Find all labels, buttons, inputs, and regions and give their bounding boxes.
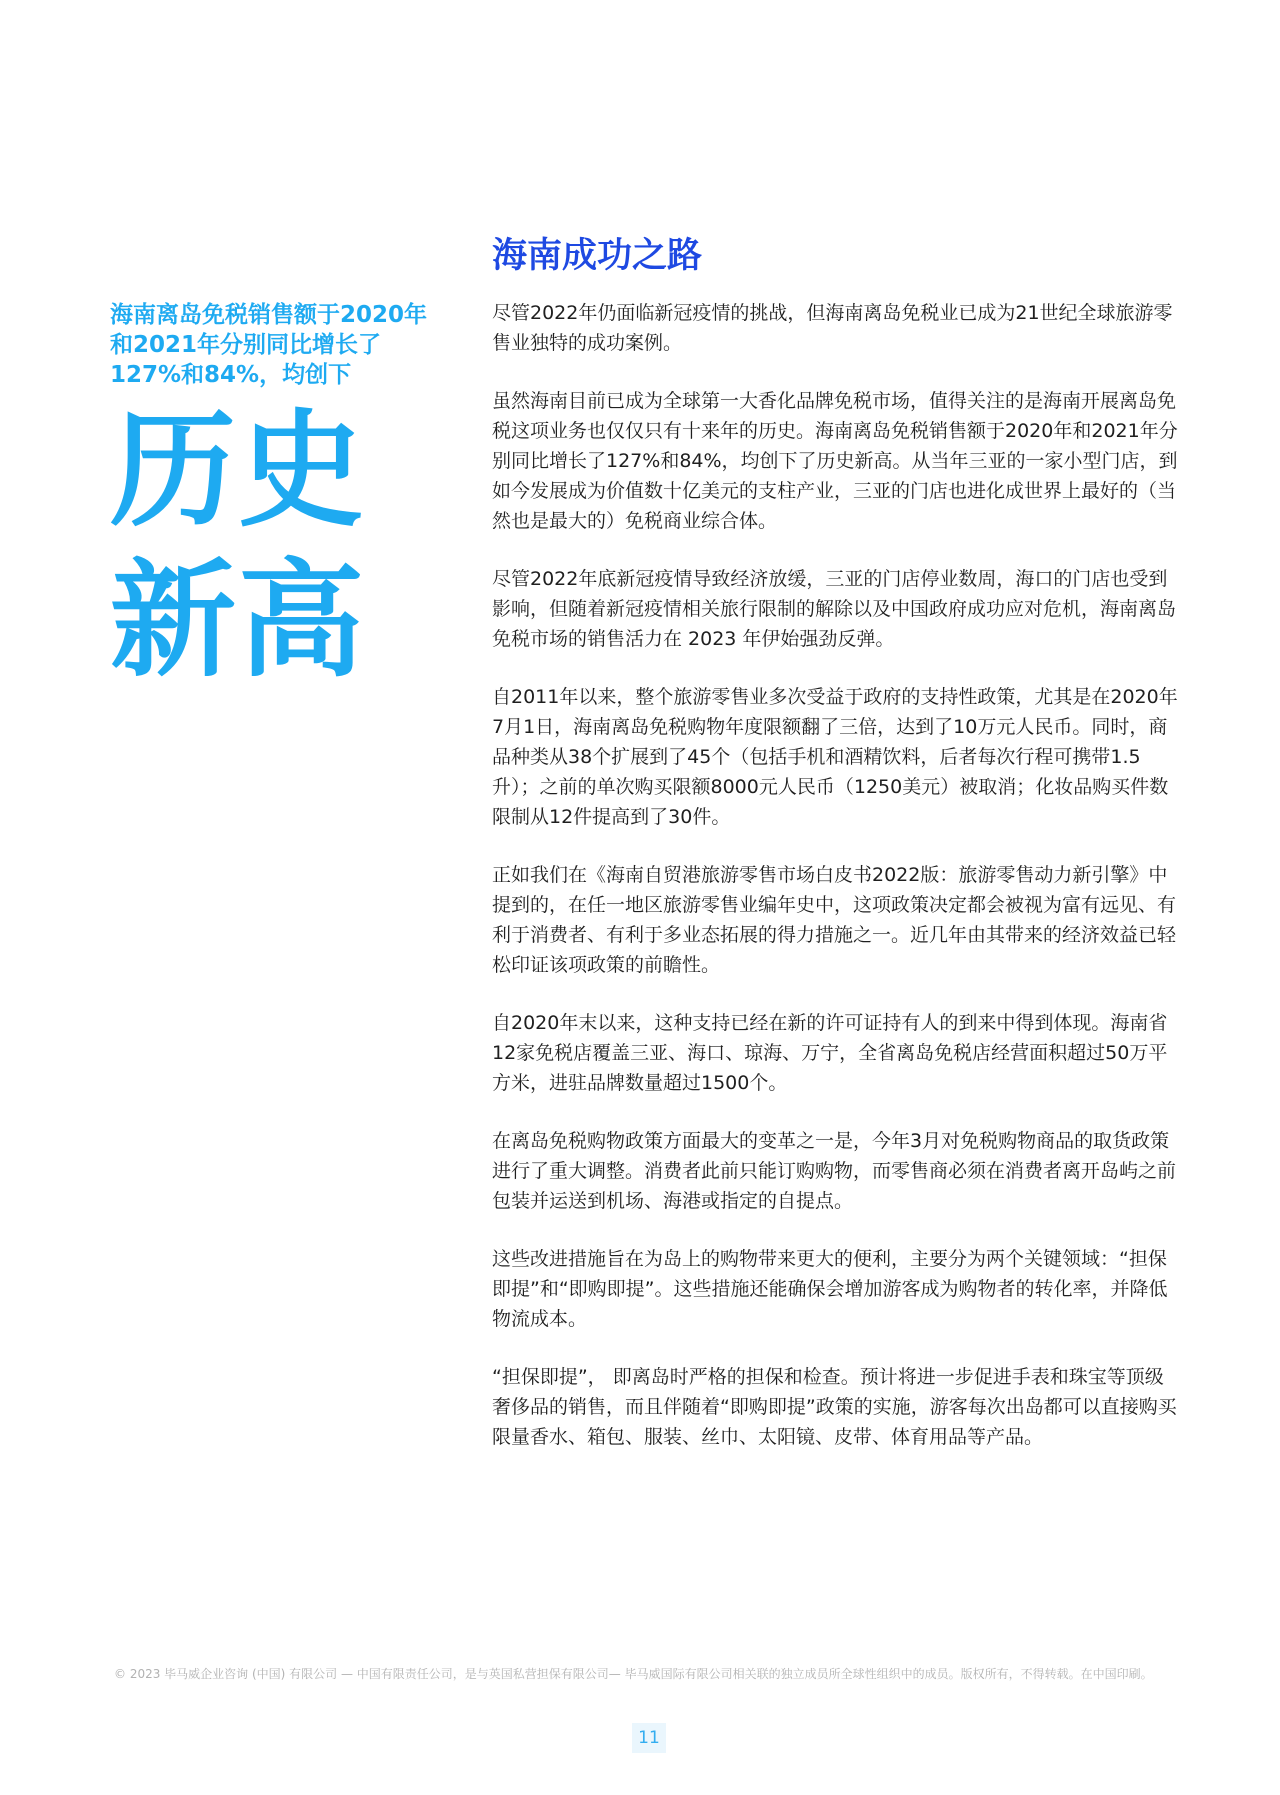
article-heading: 海南成功之路 — [492, 236, 703, 276]
pull-quote-text: 海南离岛免税销售额于2020年和2021年分别同比增长了127%和84%，均创下 — [110, 302, 428, 388]
article-paragraph: 虽然海南目前已成为全球第一大香化品牌免税市场，值得关注的是海南开展离岛免税这项业务也仅仅只有十来年的历史。海南离岛免税销售额于2020年和2021年分别同比增长了127%和84%，均创下了历史新高。从当年三亚的一家小型门店，到如今发展成为价值数十亿美元的支柱产业，三亚的门店也进化成世界上最好的（当然也是最大的）免税商业综合体。 — [492, 390, 1178, 532]
page-number: 11 — [632, 1723, 666, 1753]
article-paragraph: 这些改进措施旨在为岛上的购物带来更大的便利，主要分为两个关键领域：“担保即提”和“即购即提”。这些措施还能确保会增加游客成为购物者的转化率，并降低物流成本。 — [492, 1248, 1168, 1330]
article-paragraph: 在离岛免税购物政策方面最大的变革之一是，今年3月对免税购物商品的取货政策进行了重大调整。消费者此前只能订购购物，而零售商必须在消费者离开岛屿之前包装并运送到机场、海港或指定的自提点。 — [492, 1130, 1177, 1212]
article-paragraph: 尽管2022年仍面临新冠疫情的挑战，但海南离岛免税业已成为21世纪全球旅游零售业独特的成功案例。 — [492, 302, 1173, 354]
article-paragraph: 自2011年以来，整个旅游零售业多次受益于政府的支持性政策，尤其是在2020年7月1日，海南离岛免税购物年度限额翻了三倍，达到了10万元人民币。同时，商品种类从38个扩展到了45个（包括手机和酒精饮料，后者每次行程可携带1.5升）；之前的单次购买限额8000元人民币（1250美元）被取消；化妆品购买件数限制从12件提高到了30件。 — [492, 686, 1178, 828]
main-article — [492, 234, 1182, 1480]
pull-quote-big-line-1: 历史 — [110, 397, 366, 544]
article-paragraph: 正如我们在《海南自贸港旅游零售市场白皮书2022版：旅游零售动力新引擎》中提到的，在任一地区旅游零售业编年史中，这项政策决定都会被视为富有远见、有利于消费者、有利于多业态拓展的得力措施之一。近几年由其带来的经济效益已轻松印证该项政策的前瞻性。 — [492, 864, 1177, 976]
article-paragraph: 自2020年末以来，这种支持已经在新的许可证持有人的到来中得到体现。海南省12家免税店覆盖三亚、海口、琼海、万宁，全省离岛免税店经营面积超过50万平方米，进驻品牌数量超过1500个。 — [492, 1012, 1168, 1094]
article-paragraph: 尽管2022年底新冠疫情导致经济放缓，三亚的门店停业数周，海口的门店也受到影响，但随着新冠疫情相关旅行限制的解除以及中国政府成功应对危机，海南离岛免税市场的销售活力在 2023 年伊始强劲反弹。 — [492, 568, 1177, 650]
article-paragraph: “担保即提”， 即离岛时严格的担保和检查。预计将进一步促进手表和珠宝等顶级奢侈品的销售，而且伴随着“即购即提”政策的实施，游客每次出岛都可以直接购买限量香水、箱包、服装、丝巾、太阳镜、皮带、体育用品等产品。 — [492, 1366, 1177, 1448]
footer-copyright: © 2023 毕马威企业咨询 (中国) 有限公司 — 中国有限责任公司，是与英国私营担保有限公司— 毕马威国际有限公司相关联的独立成员所全球性组织中的成员。版权所有，不得转载。在中国印刷。 — [114, 1667, 1153, 1681]
sidebar-pull-quote — [110, 300, 440, 696]
pull-quote-big-line-2: 新高 — [110, 547, 366, 694]
